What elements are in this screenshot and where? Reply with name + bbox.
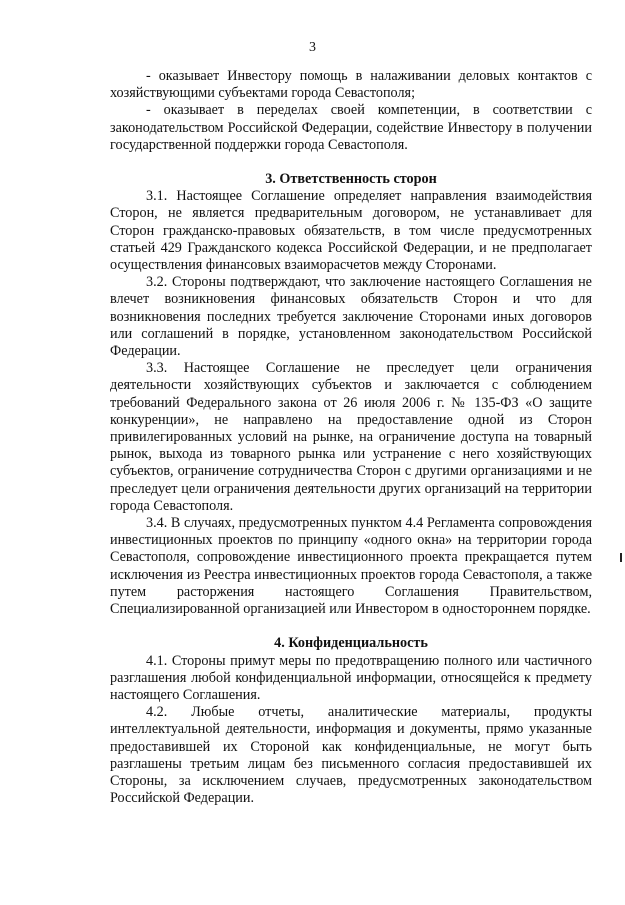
section-3-paragraph-1: 3.1. Настоящее Соглашение определяет направления взаимодействия Сторон, не является предварительным договором, не устанавливает для Сторон гражданско-правовых обязательств, в том числе предусмотренных статьей 429 Гражданского кодекса Российской Федерации, и не предполагает осуществления финансовых взаиморасчетов между Сторонами. xyxy=(110,188,592,274)
section-4-paragraph-1: 4.1. Стороны примут меры по предотвращению полного или частичного разглашения любой конфиденциальной информации, относящейся к предмету настоящего Соглашения. xyxy=(110,652,592,703)
intro-bullet-1: - оказывает Инвестору помощь в налаживании деловых контактов с хозяйствующими субъектами города Севастополя; xyxy=(110,68,592,102)
scan-margin-mark xyxy=(620,553,622,562)
intro-bullet-2: - оказывает в переделах своей компетенции, в соответствии с законодательством Российской Федерации, содействие Инвестору в получении государственной поддержки города Севастополя. xyxy=(110,102,592,153)
section-4-heading: 4. Конфиденциальность xyxy=(274,635,428,652)
page-number: 3 xyxy=(309,40,316,55)
section-4-paragraph-2: 4.2. Любые отчеты, аналитические материалы, продукты интеллектуальной деятельности, информация и документы, прямо указанные предоставившей их Стороной как конфиденциальные, не могут быть разглашены третьим лицам без письменного согласия предоставившей их Стороны, за исключением случаев, предусмотренных законодательством Российской Федерации. xyxy=(110,704,592,807)
section-3-paragraph-4: 3.4. В случаях, предусмотренных пунктом 4.4 Регламента сопровождения инвестиционных проектов по принципу «одного окна» на территории города Севастополя, сопровождение инвестиционного проекта прекращается путем исключения из Реестра инвестиционных проектов города Севастополя, а также путем расторжения настоящего Соглашения Правительством, Специализированной организацией или Инвестором в одностороннем порядке. xyxy=(110,515,592,618)
section-3-heading: 3. Ответственность сторон xyxy=(265,171,437,188)
section-3-paragraph-3: 3.3. Настоящее Соглашение не преследует цели ограничения деятельности хозяйствующих субъектов и заключается с соблюдением требований Федерального закона от 26 июля 2006 г. № 135-ФЗ «О защите конкуренции», не направлено на предоставление одной из Сторон привилегированных условий на рынке, на ограничение доступа на товарный рынок, выхода из товарного рынка или устранение с него хозяйствующих субъектов, ограничение сотрудничества Сторон с другими организациями и не преследует цели ограничения деятельности других организаций на территории города Севастополя. xyxy=(110,360,592,514)
section-3-paragraph-2: 3.2. Стороны подтверждают, что заключение настоящего Соглашения не влечет возникновения финансовых обязательств Сторон и что для возникновения последних требуется заключение Сторонами иных договоров или соглашений в порядке, установленном законодательством Российской Федерации. xyxy=(110,274,592,360)
document-body xyxy=(110,68,592,807)
